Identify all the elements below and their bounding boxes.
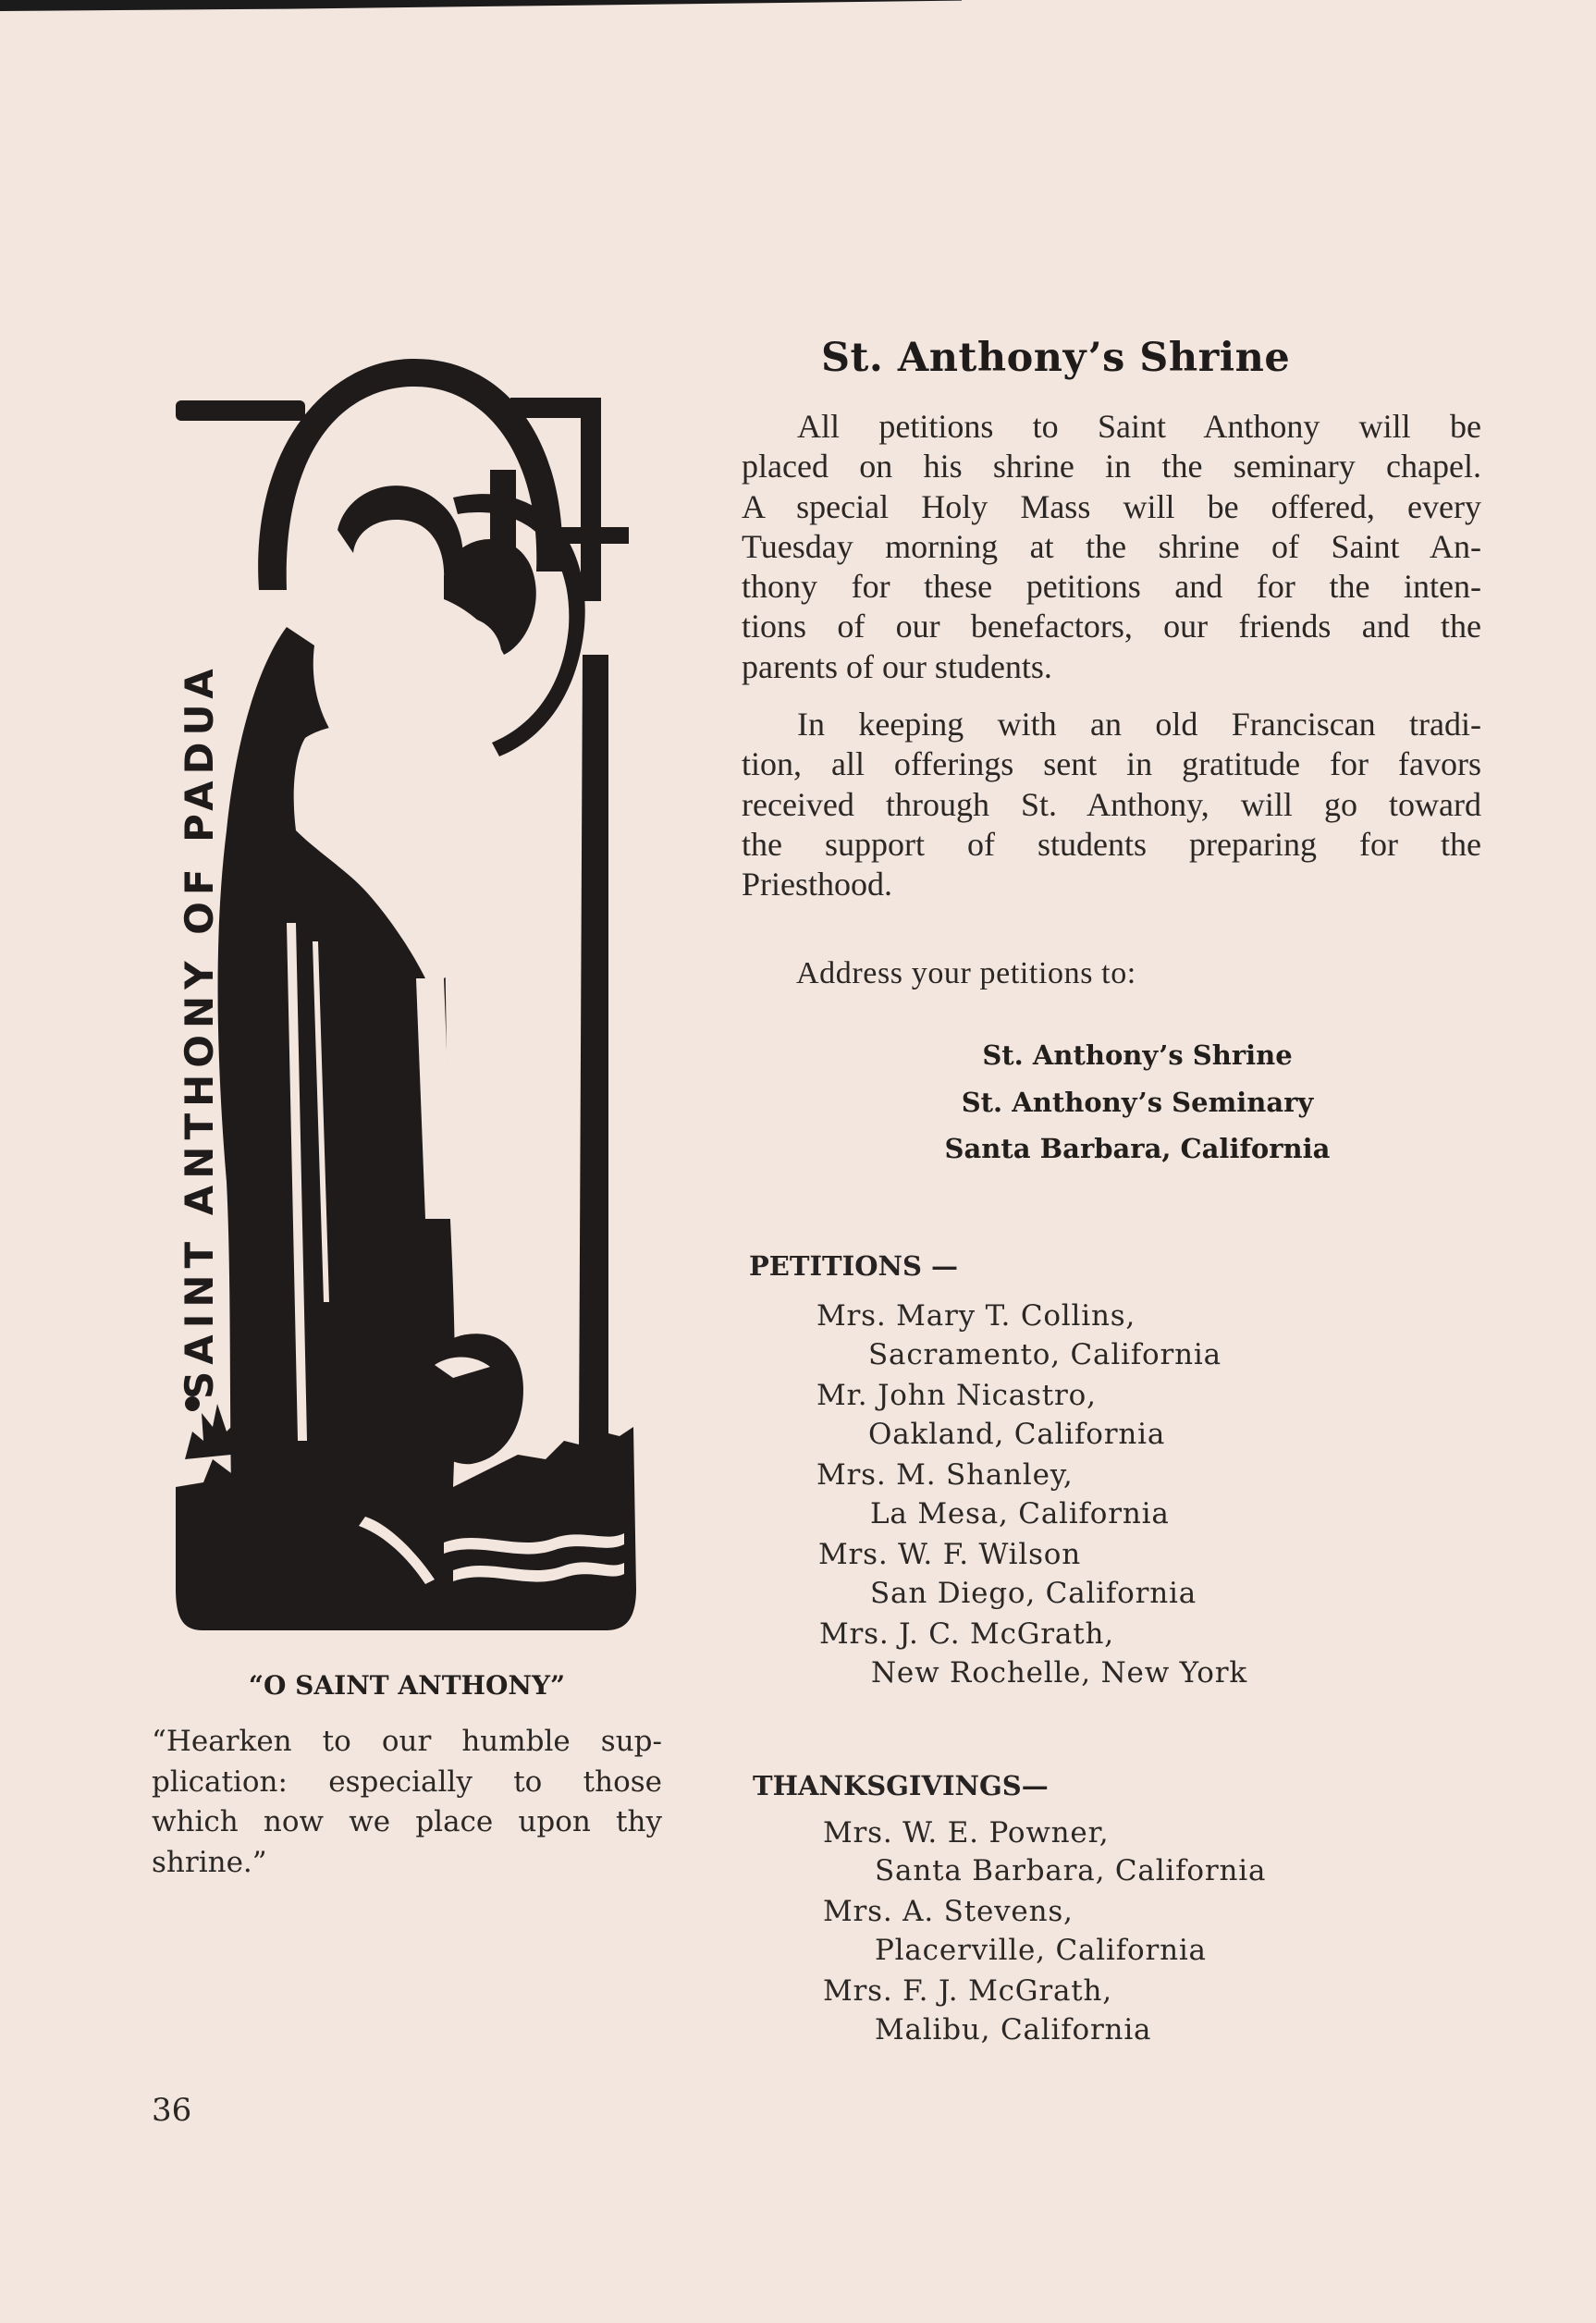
illustration-caption-quote [152,1722,662,1883]
petition-name: Mrs. Mary T. Collins, [816,1299,1136,1333]
quote-line: plication: especially to those [152,1764,662,1799]
monk-face [356,534,439,636]
thanksgiving-place: Malibu, California [875,2013,1152,2046]
thanksgiving-name: Mrs. W. E. Powner, [823,1816,1110,1850]
address-line-city: Santa Barbara, California [944,1133,1331,1164]
thanksgiving-name: Mrs. F. J. McGrath, [823,1974,1112,2008]
address-line-shrine: St. Anthony’s Shrine [982,1039,1293,1071]
petition-place: Oakland, California [868,1418,1166,1451]
petition-name: Mrs. M. Shanley, [816,1458,1074,1492]
thanksgivings-heading: THANKSGIVINGS— [753,1770,1049,1801]
frame-bar-left [176,400,305,421]
paragraph-line: Tuesday morning at the shrine of Saint An- [742,527,1481,565]
petition-place: Sacramento, California [868,1338,1222,1371]
illustration-caption-title: “O SAINT ANTHONY” [248,1670,566,1701]
address-intro: Address your petitions to: [796,956,1136,990]
paragraph-offerings [742,705,1481,904]
petitions-heading: PETITIONS — [749,1250,959,1282]
saint-anthony-woodcut [148,350,647,1637]
petition-name: Mrs. J. C. McGrath, [819,1617,1114,1651]
paragraph-line: In keeping with an old Franciscan tradi- [797,706,1481,743]
paragraph-line: the support of students preparing for the [742,825,1481,863]
lily-stem [579,655,608,1517]
thanksgiving-name: Mrs. A. Stevens, [823,1895,1074,1928]
page-number: 36 [152,2092,192,2129]
frame-vertical-upper [581,398,601,601]
quote-line: which now we place upon thy [152,1805,662,1838]
paragraph-line: placed on his shrine in the seminary chapel. [742,448,1481,485]
quote-line: “Hearken to our humble sup- [152,1725,662,1758]
paragraph-line: thony for these petitions and for the inten- [742,568,1481,606]
paragraph-line: tions of our benefactors, our friends and the [742,608,1481,645]
petition-name: Mr. John Nicastro, [816,1379,1097,1412]
scan-edge-shadow [0,0,962,11]
paragraph-line: A special Holy Mass will be offered, every [742,487,1481,525]
quote-line: shrine.” [152,1845,267,1879]
thanksgiving-place: Placerville, California [875,1934,1207,1967]
petition-place: New Rochelle, New York [871,1656,1247,1690]
petition-name: Mrs. W. F. Wilson [818,1538,1082,1571]
vertical-lettering: SAINT ANTHONY OF PADUA [177,662,222,1399]
paragraph-line: received through St. Anthony, will go toward [742,785,1481,823]
paragraph-petitions [742,407,1481,687]
thanksgiving-place: Santa Barbara, California [875,1854,1267,1887]
article-title: St. Anthony’s Shrine [821,335,1291,381]
petition-place: San Diego, California [870,1577,1197,1610]
paragraph-line: Priesthood. [742,866,893,903]
paragraph-line: All petitions to Saint Anthony will be [797,408,1481,445]
paragraph-line: parents of our students. [742,647,1052,685]
petition-place: La Mesa, California [870,1497,1170,1530]
plant-left [185,1404,236,1459]
paragraph-line: tion, all offerings sent in gratitude for favors [742,745,1481,783]
address-line-seminary: St. Anthony’s Seminary [961,1087,1314,1118]
